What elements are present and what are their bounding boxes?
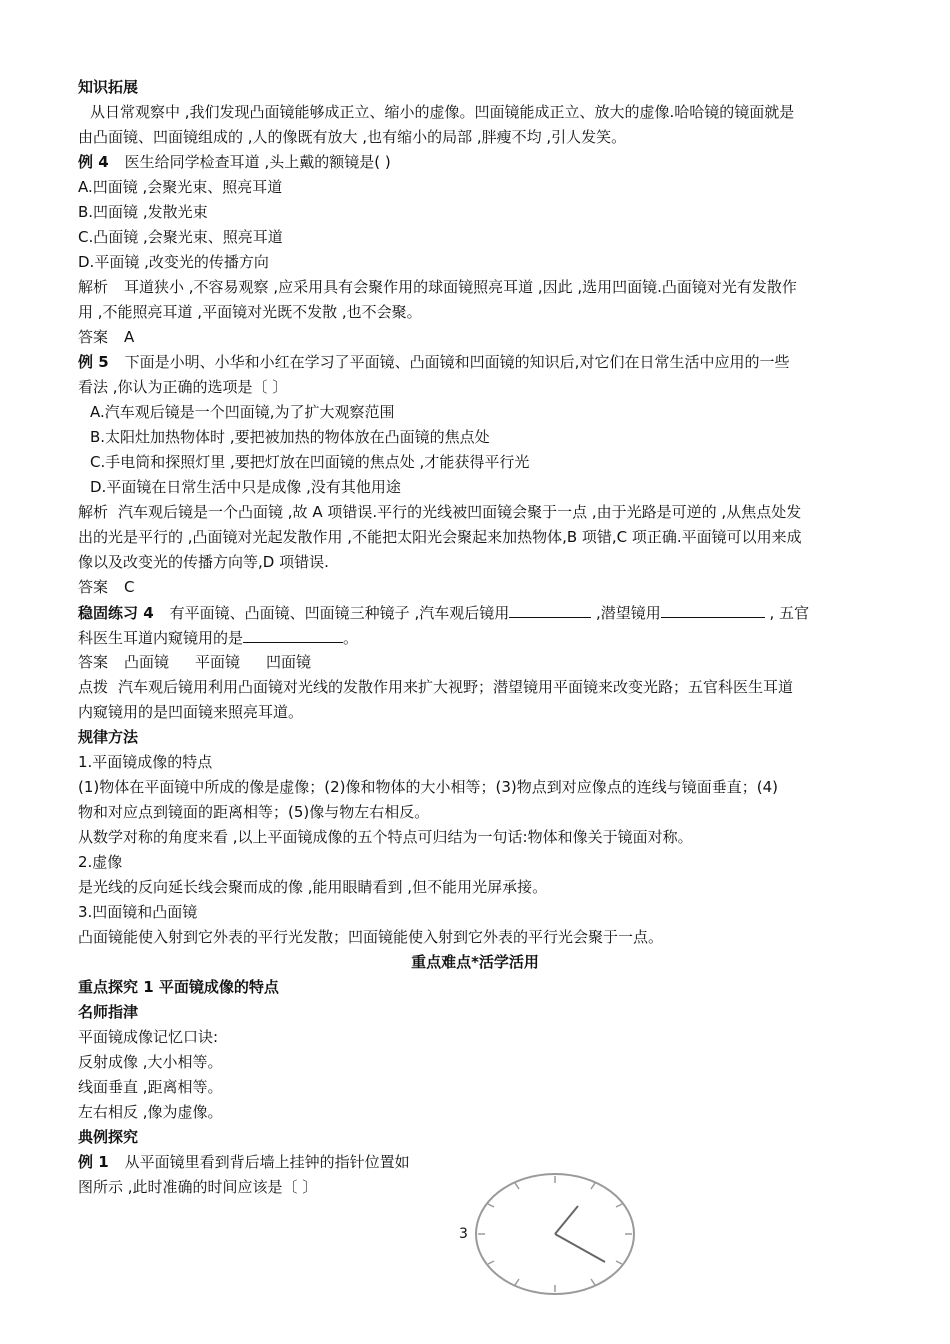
example4-answer: A xyxy=(124,328,135,346)
mnemonic-title: 平面镜成像记忆口诀: xyxy=(78,1028,219,1046)
focus-example1-line2: 图所示 ,此时准确的时间应该是〔 〕 xyxy=(78,1178,318,1196)
example5-option-b: B.太阳灶加热物体时 ,要把被加热的物体放在凸面镜的焦点处 xyxy=(90,428,490,446)
rules-heading: 规律方法 xyxy=(78,728,139,746)
rules-section3-title: 3.凹面镜和凸面镜 xyxy=(78,903,198,921)
example5-analysis-line1 xyxy=(78,501,801,523)
example4-analysis-text1: 耳道狭小 ,不容易观察 ,应采用具有会聚作用的球面镜照亮耳道 ,因此 ,选用凹面镜.凸面镜对光有发散作 xyxy=(124,278,797,296)
mnemonic-line-1: 反射成像 ,大小相等。 xyxy=(78,1053,223,1071)
practice4-text4: 科医生耳道内窥镜用的是 xyxy=(78,629,244,647)
example4-question-line xyxy=(78,151,391,173)
example4-analysis-label: 解析 xyxy=(78,278,109,296)
practice4-question-line2 xyxy=(78,626,358,649)
practice4-blank-3[interactable] xyxy=(243,626,343,643)
example-explore-heading: 典例探究 xyxy=(78,1128,139,1146)
clock-numeral: 3 xyxy=(459,1226,468,1242)
example4-question: 医生给同学检查耳道 ,头上戴的额镜是( ) xyxy=(124,153,391,171)
focus-example1-line1 xyxy=(78,1151,410,1173)
clock-figure xyxy=(472,1170,638,1298)
practice4-text3: , 五官 xyxy=(764,604,810,622)
example5-answer: C xyxy=(124,578,135,596)
practice4-text5: 。 xyxy=(343,629,359,647)
rules-section1-line2: 物和对应点到镜面的距离相等；(5)像与物左右相反。 xyxy=(78,803,430,821)
focus-example1-text1: 从平面镜里看到背后墙上挂钟的指针位置如 xyxy=(124,1153,410,1171)
example5-option-a: A.汽车观后镜是一个凹面镜,为了扩大观察范围 xyxy=(90,403,395,421)
practice4-answer-3: 凹面镜 xyxy=(266,653,312,671)
example4-option-c: C.凸面镜 ,会聚光束、照亮耳道 xyxy=(78,228,283,246)
example5-option-d: D.平面镜在日常生活中只是成像 ,没有其他用途 xyxy=(90,478,401,496)
practice4-blank-1[interactable] xyxy=(509,601,591,618)
example5-analysis-text1: 汽车观后镜是一个凸面镜 ,故 A 项错误.平行的光线被凹面镜会聚于一点 ,由于光路是可逆的 ,从焦点处发 xyxy=(118,503,802,521)
example4-option-b: B.凹面镜 ,发散光束 xyxy=(78,203,208,221)
example5-question-line2: 看法 ,你认为正确的选项是〔 〕 xyxy=(78,378,288,396)
example5-answer-label: 答案 xyxy=(78,578,109,596)
rules-section2-title: 2.虚像 xyxy=(78,853,123,871)
example4-option-d: D.平面镜 ,改变光的传播方向 xyxy=(78,253,269,271)
rules-section1-line1: (1)物体在平面镜中所成的像是虚像；(2)像和物体的大小相等；(3)物点到对应像点的连线与镜面垂直；(4) xyxy=(78,778,778,796)
example5-question-text1: 下面是小明、小华和小红在学习了平面镜、凸面镜和凹面镜的知识后,对它们在日常生活中应用的一些 xyxy=(124,353,790,371)
practice4-tip-text1: 汽车观后镜用利用凸面镜对光线的发散作用来扩大视野；潜望镜用平面镜来改变光路；五官科医生耳道 xyxy=(118,678,794,696)
example4-option-a: A.凹面镜 ,会聚光束、照亮耳道 xyxy=(78,178,283,196)
example5-analysis-line3: 像以及改变光的传播方向等,D 项错误. xyxy=(78,553,329,571)
rules-section3-line1: 凸面镜能使入射到它外表的平行光发散；凹面镜能使入射到它外表的平行光会聚于一点。 xyxy=(78,928,664,946)
practice4-blank-2[interactable] xyxy=(661,601,765,618)
knowledge-paragraph-line1: 从日常观察中 ,我们发现凸面镜能够成正立、缩小的虚像。凹面镜能成正立、放大的虚像.哈哈镜的镜面就是 xyxy=(90,103,795,121)
example4-answer-label: 答案 xyxy=(78,328,109,346)
rules-section1-title: 1.平面镜成像的特点 xyxy=(78,753,213,771)
practice4-answer-line xyxy=(78,651,337,673)
example4-analysis-line1 xyxy=(78,276,797,298)
focus-example1-label: 例 1 xyxy=(78,1153,109,1171)
practice4-answer-1: 凸面镜 xyxy=(124,653,170,671)
example5-analysis-label: 解析 xyxy=(78,503,109,521)
focus1-heading: 重点探究 1 平面镜成像的特点 xyxy=(78,978,279,996)
example5-analysis-line2: 出的光是平行的 ,凸面镜对光起发散作用 ,不能把太阳光会聚起来加热物体,B 项错,C 项正确.平面镜可以用来成 xyxy=(78,528,802,546)
example5-label: 例 5 xyxy=(78,353,109,371)
practice4-answer-label: 答案 xyxy=(78,653,109,671)
clock-hour-hand xyxy=(555,1206,578,1234)
mnemonic-line-2: 线面垂直 ,距离相等。 xyxy=(78,1078,223,1096)
practice4-answer-2: 平面镜 xyxy=(195,653,241,671)
example4-analysis-line2: 用 ,不能照亮耳道 ,平面镜对光既不发散 ,也不会聚。 xyxy=(78,303,422,321)
rules-section1-line3: 从数学对称的角度来看 ,以上平面镜成像的五个特点可归结为一句话:物体和像关于镜面对称。 xyxy=(78,828,693,846)
clock-minute-hand xyxy=(555,1234,605,1262)
practice4-label: 稳固练习 4 xyxy=(78,604,154,622)
example5-question-line1 xyxy=(78,351,789,373)
knowledge-paragraph-line2: 由凸面镜、凹面镜组成的 ,人的像既有放大 ,也有缩小的局部 ,胖瘦不均 ,引人发笑。 xyxy=(78,128,627,146)
practice4-tip-label: 点拨 xyxy=(78,678,109,696)
practice4-tip-line1 xyxy=(78,676,793,698)
example5-option-c: C.手电筒和探照灯里 ,要把灯放在凹面镜的焦点处 ,才能获得平行光 xyxy=(90,453,530,471)
rules-section2-line1: 是光线的反向延长线会聚而成的像 ,能用眼睛看到 ,但不能用光屏承接。 xyxy=(78,878,548,896)
example5-answer-line xyxy=(78,576,135,598)
mnemonic-line-3: 左右相反 ,像为虚像。 xyxy=(78,1103,223,1121)
section-title: 重点难点*活学活用 xyxy=(411,953,539,971)
teacher-tips-heading: 名师指津 xyxy=(78,1003,139,1021)
example4-label: 例 4 xyxy=(78,153,109,171)
practice4-tip-line2: 内窥镜用的是凹面镜来照亮耳道。 xyxy=(78,703,304,721)
example4-answer-line xyxy=(78,326,134,348)
practice4-text1: 有平面镜、凸面镜、凹面镜三种镜子 ,汽车观后镜用 xyxy=(169,604,510,622)
knowledge-heading: 知识拓展 xyxy=(78,78,139,96)
practice4-text2: ,潜望镜用 xyxy=(591,604,661,622)
practice4-question-line1 xyxy=(78,601,809,624)
